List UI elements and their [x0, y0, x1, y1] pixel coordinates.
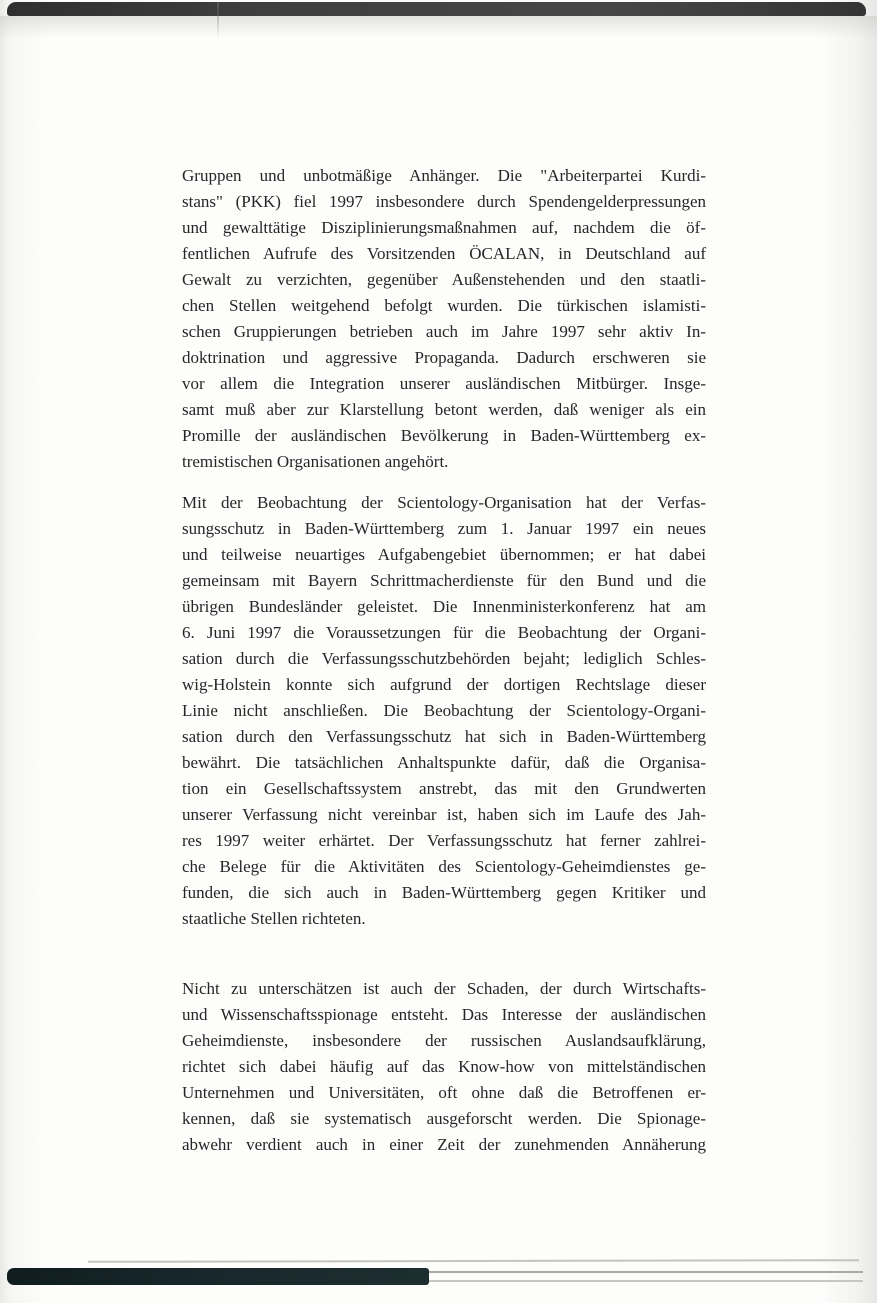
text-line: übrigen Bundesländer geleistet. Die Innenministerkonferenz hat am: [182, 597, 706, 616]
text-line: gemeinsam mit Bayern Schrittmacherdienste für den Bund und die: [182, 571, 706, 590]
paragraph-3: [182, 976, 706, 1158]
text-line: Geheimdienste, insbesondere der russischen Auslandsaufklärung,: [182, 1031, 706, 1050]
text-line: Linie nicht anschließen. Die Beobachtung der Scientology-Organi-: [182, 701, 706, 720]
text-line: Unternehmen und Universitäten, oft ohne daß die Betroffenen er-: [182, 1083, 706, 1102]
text-line: und gewalttätige Disziplinierungsmaßnahmen auf, nachdem die öf-: [182, 218, 706, 237]
text-line: doktrination und aggressive Propaganda. Dadurch erschweren sie: [182, 348, 706, 367]
text-line: 6. Juni 1997 die Voraussetzungen für die Beobachtung der Organi-: [182, 623, 706, 642]
scan-bottom-rule: [88, 1259, 859, 1263]
text-line: funden, die sich auch in Baden-Württemberg gegen Kritiker und: [182, 883, 706, 902]
scan-crease-line: [217, 2, 219, 38]
text-line: und Wissenschaftsspionage entsteht. Das Interesse der ausländischen: [182, 1005, 706, 1024]
text-line: samt muß aber zur Klarstellung betont werden, daß weniger als ein: [182, 400, 706, 419]
text-line: stans" (PKK) fiel 1997 insbesondere durch Spendengelderpressungen: [182, 192, 706, 211]
text-line: unserer Verfassung nicht vereinbar ist, haben sich im Laufe des Jah-: [182, 805, 706, 824]
scan-top-shading: [0, 16, 877, 38]
text-line: Gewalt zu verzichten, gegenüber Außenstehenden und den staatli-: [182, 270, 706, 289]
text-line: abwehr verdient auch in einer Zeit der zunehmenden Annäherung: [182, 1135, 706, 1154]
text-line: sation durch die Verfassungsschutzbehörden bejaht; lediglich Schles-: [182, 649, 706, 668]
scan-bottom-lines: [429, 1271, 863, 1283]
text-line: Nicht zu unterschätzen ist auch der Schaden, der durch Wirtschafts-: [182, 979, 706, 998]
text-line: richtet sich dabei häufig auf das Know-how von mittelständischen: [182, 1057, 706, 1076]
scan-bottom-edge-bar: [7, 1268, 429, 1285]
text-line: vor allem die Integration unserer ausländischen Mitbürger. Insge-: [182, 374, 706, 393]
text-line: und teilweise neuartiges Aufgabengebiet übernommen; er hat dabei: [182, 545, 706, 564]
text-line: chen Stellen weitgehend befolgt wurden. Die türkischen islamisti-: [182, 296, 706, 315]
text-line: wig-Holstein konnte sich aufgrund der dortigen Rechtslage dieser: [182, 675, 706, 694]
text-line: schen Gruppierungen betrieben auch im Jahre 1997 sehr aktiv In-: [182, 322, 706, 341]
text-line: bewährt. Die tatsächlichen Anhaltspunkte dafür, daß die Organisa-: [182, 753, 706, 772]
text-line: sungsschutz in Baden-Württemberg zum 1. Januar 1997 ein neues: [182, 519, 706, 538]
scan-top-edge-bar: [7, 2, 866, 16]
text-line: tremistischen Organisationen angehört.: [182, 452, 449, 471]
text-line: fentlichen Aufrufe des Vorsitzenden ÖCALAN, in Deutschland auf: [182, 244, 706, 263]
paragraph-1: [182, 163, 706, 475]
text-line: Mit der Beobachtung der Scientology-Organisation hat der Verfas-: [182, 493, 706, 512]
text-line: kennen, daß sie systematisch ausgeforscht werden. Die Spionage-: [182, 1109, 706, 1128]
text-line: Promille der ausländischen Bevölkerung in Baden-Württemberg ex-: [182, 426, 706, 445]
page-text-block: [182, 163, 706, 1158]
text-line: staatliche Stellen richteten.: [182, 909, 366, 928]
text-line: Gruppen und unbotmäßige Anhänger. Die "Arbeiterpartei Kurdi-: [182, 166, 706, 185]
text-line: che Belege für die Aktivitäten des Scientology-Geheimdienstes ge-: [182, 857, 706, 876]
text-line: sation durch den Verfassungsschutz hat sich in Baden-Württemberg: [182, 727, 706, 746]
paragraph-2: [182, 490, 706, 932]
text-line: res 1997 weiter erhärtet. Der Verfassungsschutz hat ferner zahlrei-: [182, 831, 706, 850]
text-line: tion ein Gesellschaftssystem anstrebt, das mit den Grundwerten: [182, 779, 706, 798]
